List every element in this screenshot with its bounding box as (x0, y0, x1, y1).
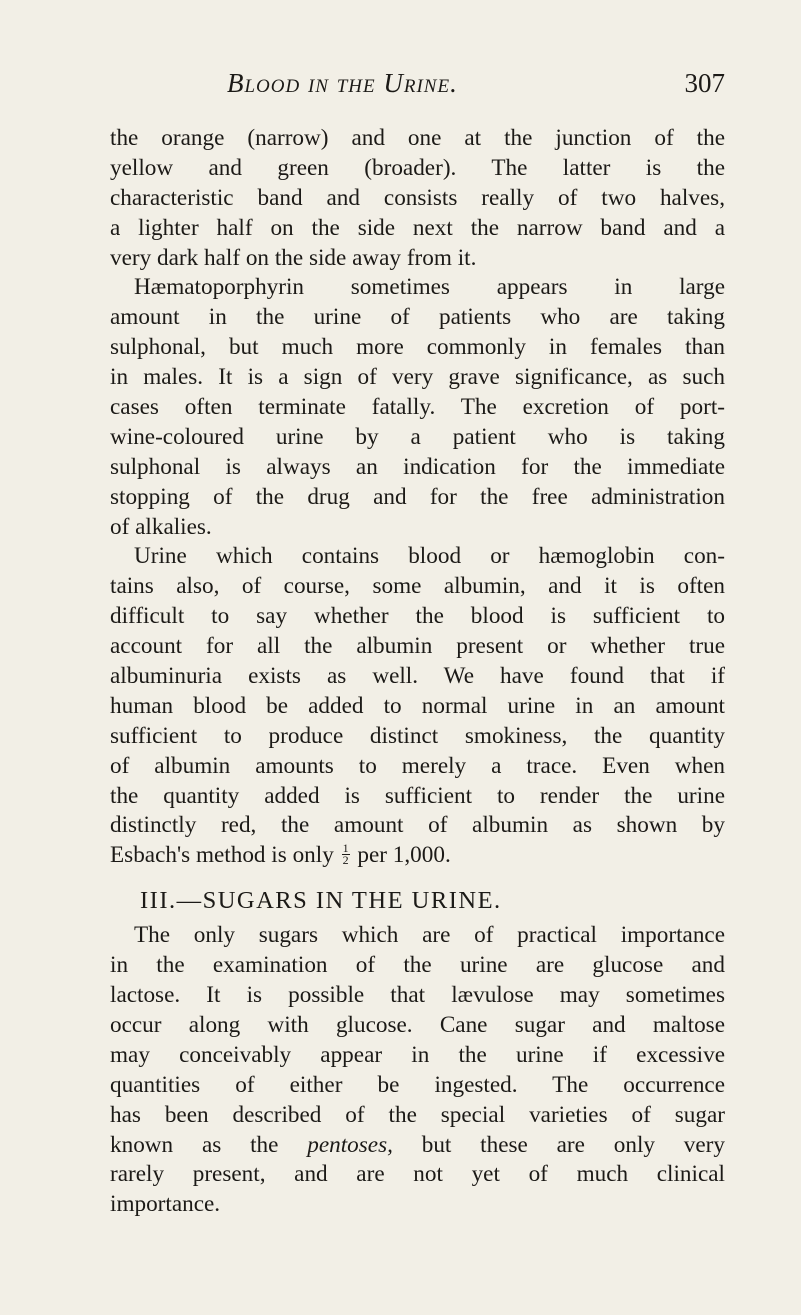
text-line: Hæmatoporphyrin sometimes appears in large (134, 274, 725, 301)
one-half-fraction (342, 843, 350, 866)
text-line: account for all the albumin present or whether true (110, 633, 725, 660)
text-line: tains also, of course, some albumin, and it is often (110, 573, 725, 600)
paragraph (110, 273, 725, 542)
text-fragment: per 1,000. (357, 842, 451, 869)
page-number: 307 (684, 68, 725, 98)
text-line: albuminuria exists as well. We have found that if (110, 663, 725, 690)
text-line: wine-coloured urine by a patient who is taking (110, 423, 725, 450)
italic-term: pentoses, (307, 1131, 393, 1158)
text-line: yellow and green (broader). The latter is the (110, 154, 725, 181)
running-head (215, 68, 725, 108)
text-line: human blood be added to normal urine in an amount (110, 692, 725, 719)
text-line: a lighter half on the side next the narrow band and a (110, 214, 725, 241)
paragraph (110, 542, 725, 871)
paragraph (110, 921, 725, 1220)
text-line: may conceivably appear in the urine if excessive (110, 1041, 725, 1068)
text-line: Urine which contains blood or hæmoglobin con- (134, 543, 725, 570)
text-line: quantities of either be ingested. The occurrence (110, 1071, 725, 1098)
text-line: The only sugars which are of practical importance (134, 922, 725, 949)
text-fragment: Esbach's method is only (110, 842, 334, 869)
text-line: very dark half on the side away from it. (110, 244, 477, 271)
text-line: the orange (narrow) and one at the junction of the (110, 125, 725, 151)
text-line: the quantity added is sufficient to render the urine (110, 782, 725, 809)
text-line: of alkalies. (110, 513, 212, 540)
text-line: in males. It is a sign of very grave significance, as such (110, 364, 725, 391)
text-line: distinctly red, the amount of albumin as shown by (110, 812, 725, 839)
fraction-numerator: 1 (342, 841, 349, 856)
text-fragment: but these are only very (421, 1131, 726, 1158)
text-line: cases often terminate fatally. The excretion of port- (110, 394, 725, 421)
text-line: difficult to say whether the blood is sufficient to (110, 603, 725, 630)
text-line: characteristic band and consists really of two halves, (110, 184, 725, 211)
text-line: sulphonal, but much more commonly in females than (110, 334, 725, 361)
text-line: importance. (110, 1191, 221, 1218)
text-line: has been described of the special varieties of sugar (110, 1101, 725, 1128)
text-fragment: known as the (110, 1131, 279, 1158)
text-line: amount in the urine of patients who are taking (110, 304, 725, 331)
body-text (110, 124, 725, 1220)
text-line: sufficient to produce distinct smokiness, the quantity (110, 722, 725, 749)
paragraph (110, 124, 725, 273)
text-line: lactose. It is possible that lævulose may sometimes (110, 982, 725, 1009)
text-line: stopping of the drug and for the free administration (110, 483, 725, 510)
text-line: occur along with glucose. Cane sugar and maltose (110, 1011, 725, 1038)
section-heading: III.—SUGARS IN THE URINE. (140, 887, 502, 915)
text-line: of albumin amounts to merely a trace. Even when (110, 752, 725, 779)
fraction-denominator: 2 (342, 853, 349, 868)
text-line: rarely present, and are not yet of much clinical (110, 1161, 725, 1188)
text-line: sulphonal is always an indication for the immediate (110, 453, 725, 480)
text-line: in the examination of the urine are glucose and (110, 952, 725, 979)
text-line-with-italic (110, 1131, 725, 1161)
text-line-with-fraction (110, 841, 725, 871)
running-title: Blood in the Urine. (227, 68, 458, 98)
